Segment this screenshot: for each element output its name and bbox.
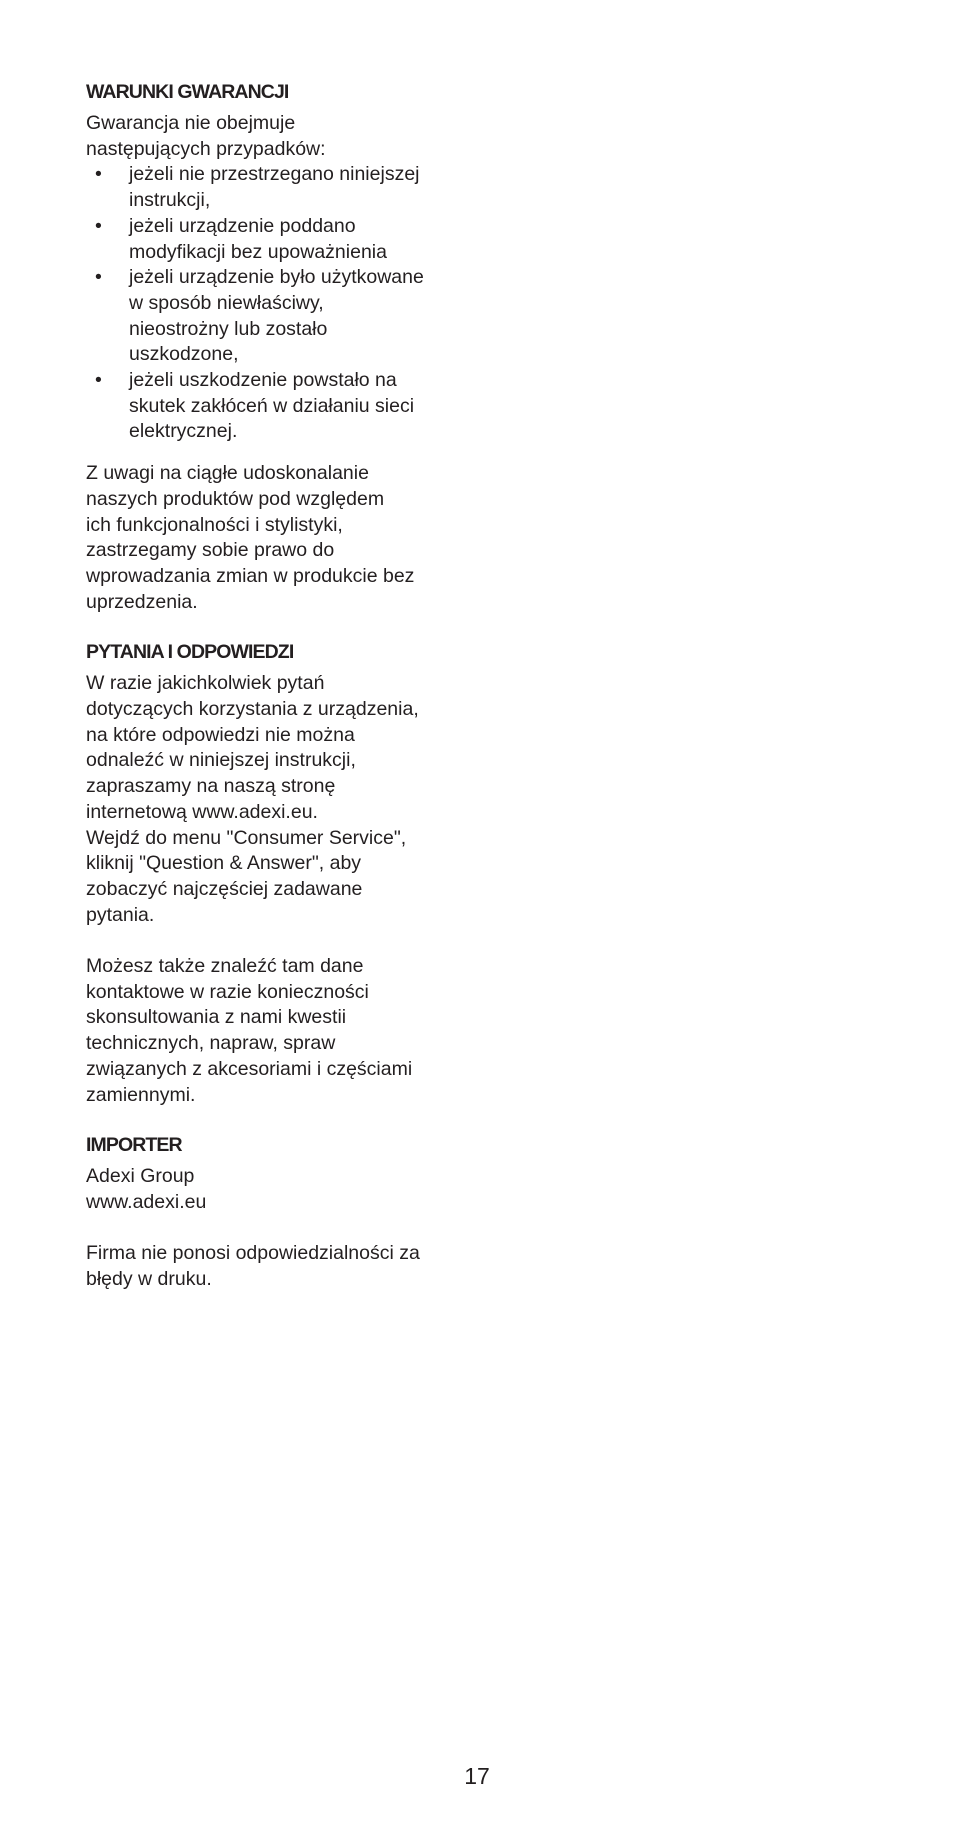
text-line: kontaktowe w razie konieczności — [86, 980, 369, 1003]
text-line: elektrycznej. — [129, 420, 238, 443]
qa-contact-paragraph — [86, 954, 476, 1108]
bullet-icon: • — [95, 266, 102, 289]
text-line: dotyczących korzystania z urządzenia, — [86, 698, 419, 721]
text-line: w sposób niewłaściwy, — [129, 291, 324, 314]
warranty-notice — [86, 461, 476, 615]
text-line: jeżeli uszkodzenie powstało na — [129, 369, 397, 392]
spacer — [86, 615, 476, 638]
list-item — [86, 368, 476, 445]
text-line: jeżeli urządzenie było użytkowane — [129, 266, 424, 289]
text-line: modyfikacji bez upoważnienia — [129, 240, 387, 263]
text-line: następujących przypadków: — [86, 137, 326, 160]
text-line: na które odpowiedzi nie można — [86, 723, 355, 746]
text-line: błędy w druku. — [86, 1268, 212, 1291]
text-line: skonsultowania z nami kwestii — [86, 1006, 347, 1029]
warranty-exclusions-list — [86, 162, 476, 445]
spacer — [86, 928, 476, 954]
text-line: Firma nie ponosi odpowiedzialności za — [86, 1242, 420, 1265]
text-line: naszych produktów pod względem — [86, 487, 385, 510]
text-line: związanych z akcesoriami i częściami — [86, 1057, 413, 1080]
text-line: Wejdź do menu "Consumer Service", — [86, 826, 407, 849]
text-line: zamiennymi. — [86, 1083, 196, 1106]
text-line: instrukcji, — [129, 189, 211, 212]
text-line: uprzedzenia. — [86, 590, 198, 613]
importer-company: Adexi Group — [86, 1165, 195, 1188]
importer-website: www.adexi.eu — [86, 1191, 207, 1213]
text-line: jeżeli urządzenie poddano — [129, 214, 356, 237]
text-line: wprowadzania zmian w produkcie bez — [86, 564, 415, 587]
text-line: technicznych, napraw, spraw — [86, 1032, 336, 1055]
list-item — [86, 162, 476, 213]
qa-paragraph — [86, 671, 476, 928]
text-line: Z uwagi na ciągłe udoskonalanie — [86, 462, 369, 485]
text-line: kliknij "Question & Answer", aby — [86, 852, 362, 875]
list-item — [86, 214, 476, 265]
text-column — [86, 78, 476, 1293]
page-number: 17 — [464, 1763, 490, 1789]
qa-heading: PYTANIA I ODPOWIEDZI — [86, 641, 294, 664]
importer-heading: IMPORTER — [86, 1134, 182, 1157]
text-line: odnaleźć w niniejszej instrukcji, — [86, 749, 356, 772]
spacer — [86, 1108, 476, 1131]
spacer — [86, 445, 476, 461]
warranty-heading: WARUNKI GWARANCJI — [86, 81, 289, 103]
bullet-icon: • — [95, 163, 102, 186]
text-line: jeżeli nie przestrzegano niniejszej — [129, 163, 420, 186]
bullet-icon: • — [95, 369, 102, 392]
text-line: skutek zakłóceń w działaniu sieci — [129, 394, 415, 417]
text-line: nieostrożny lub zostało — [129, 317, 328, 340]
text-line: zastrzegamy sobie prawo do — [86, 539, 335, 562]
text-line: ich funkcjonalności i stylistyki, — [86, 513, 343, 536]
bullet-icon: • — [95, 214, 102, 237]
text-line: W razie jakichkolwiek pytań — [86, 672, 325, 695]
print-disclaimer — [86, 1241, 476, 1292]
text-line: internetową www.adexi.eu. — [86, 800, 318, 823]
list-item — [86, 265, 476, 368]
text-line: uszkodzone, — [129, 343, 239, 366]
text-line: zapraszamy na naszą stronę — [86, 775, 336, 798]
warranty-intro — [86, 111, 476, 162]
text-line: pytania. — [86, 903, 155, 926]
spacer — [86, 1216, 476, 1242]
text-line: Gwarancja nie obejmuje — [86, 112, 296, 134]
text-line: zobaczyć najczęściej zadawane — [86, 877, 363, 900]
text-line: Możesz także znaleźć tam dane — [86, 955, 364, 978]
